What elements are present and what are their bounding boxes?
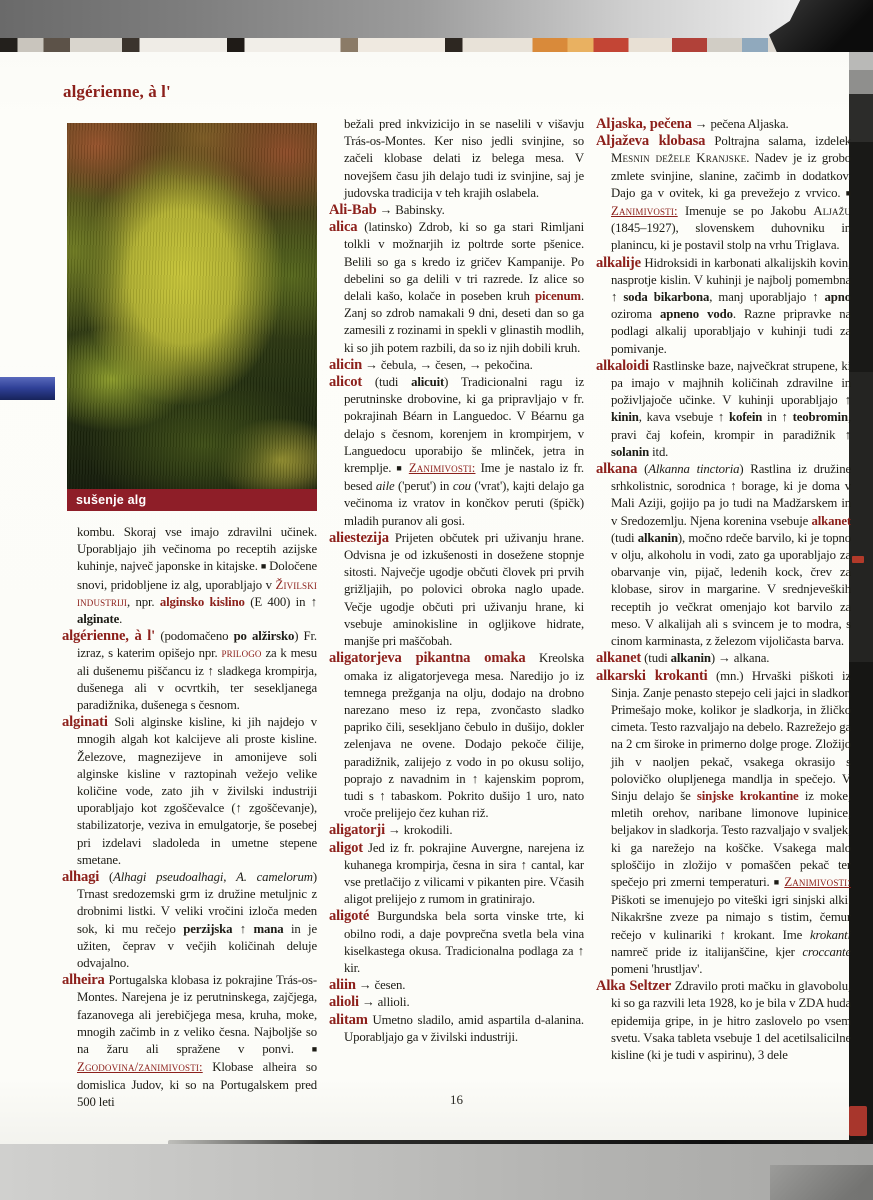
red-bold-term: picenum bbox=[535, 289, 581, 304]
entry-alkarski-krokanti: alkarski krokanti (mn.) Hrvaški piškoti iz Sinja. Zanje penasto stepejo celi jajci in sladkor. Primešajo moke, kolikor je sladkorja, in žličko cimeta. Testo razvaljajo na debelo. Razrežejo ga na 2 cm široke in primerno dolge proge. Zložijo jih v naoljen pekač, vsakega okrasijo s polovičko olupljenega mandlja in spečejo. V Sinju delajo še sinjske krokantine iz moke, mletih orehov, naribane limonove lupinice, beljakov in sladkorja. Testo razvaljajo v svaljek, ki ga narežejo na koščke. Vsakega malo sploščijo in zložijo v pomaščen pekač ter spečejo pri zmerni temperaturi. ■ Zanimivosti: Piškoti se imenujejo po viteški igri sinjski alki. Nikakršne zveze pa nimajo s tistim, čemur rečejo v kulinariki ↑ krokant. Ime krokanti namreč pride iz italijanščine, kjer croccante pomeni 'hrustljav'. bbox=[596, 667, 851, 976]
bold-text: perzijska bbox=[183, 921, 233, 936]
column-2 bbox=[329, 116, 584, 1130]
entry-alhagi: alhagi (Alhagi pseudoalhagi, A. camelorum) Trnast sredozemski grm iz družine metuljnic z drobnimi listki. V veliki vročini izloča meden sok, ki mu rečejo perzijska ↑ mana in je užiten, čeprav v večjih količinah deluje odvajalno. bbox=[62, 869, 317, 971]
section-bullet: ■ bbox=[396, 463, 404, 474]
section-bullet: ■ bbox=[845, 187, 851, 198]
headword: aligot bbox=[329, 839, 363, 856]
headword: alkanet bbox=[596, 650, 642, 667]
dictionary-columns bbox=[62, 116, 851, 1130]
bold-text: mana bbox=[253, 921, 284, 936]
page-edge-shadow bbox=[849, 52, 873, 1144]
entry-aligatorji: aligatorji → krokodili. bbox=[329, 822, 453, 839]
page-guide-word: algérienne, à l' bbox=[63, 82, 171, 101]
entry-alkana: alkana (Alkanna tinctoria) Rastlina iz družine srhkolistnic, sorodnica ↑ borage, ki je doma v Mali Aziji, gojijo pa jo tudi na Madžarskem in v Sredozemlju. Njena korenina vsebuje alkanet (tudi alkanin), močno rdeče barvilo, ki je topno v olju, alkoholu in vodi, zato ga uporabljajo za obarvanje vin, pijač, ledenih kock, črev za klobase, sirov in margarine. V srednjeveških receptih jo večkrat omenjajo kot barvilo za meso. V alkalijah ali s svincem je to modra, s cinom karminasta, z železom vijoličasta barva. bbox=[596, 461, 851, 649]
bold-text: alkanin bbox=[637, 530, 678, 545]
small-caps-name: Mesnin dežele Kranjske bbox=[611, 151, 747, 166]
bottom-corner-shadow bbox=[770, 1165, 873, 1200]
entry-alja-eva-klobasa: Aljaževa klobasa Poltrajna salama, izdelek Mesnin dežele Kranjske. Nadev je iz grobo zmlete svinjine, slanine, začimb in dodatkov. Dajo ga v ovitek, ki ga prevežejo z vrvico. ■ Zanimivosti: Imenuje se po Jakobu Aljažu (1845–1927), slovenskem duhovniku in planincu, ki je postavil stolp na vrhu Triglava. bbox=[596, 133, 851, 253]
red-bold-term: sinjske krokantine bbox=[696, 788, 799, 803]
red-page-edge-mark bbox=[852, 556, 864, 563]
entry-alheira: alheira Portugalska klobasa iz pokrajine Trás-os-Montes. Narejena je iz perutninskega, zajčjega, fazanovega ali jerebičjega mesa, kruha, moke, mnogih začimb in z veliko česna. Najboljše so na žaru ali spražene v ponvi. ■ Zgodovina/zanimivosti: Klobase alheira so domislica Judov, ki so na Portugalskem pred 500 leti bbox=[62, 972, 317, 1109]
section-label: Zanimivosti: bbox=[611, 204, 678, 219]
headword: aligatorjeva pikantna omaka bbox=[329, 650, 526, 667]
headword: aligatorji bbox=[329, 822, 385, 839]
headword: alkarski krokanti bbox=[596, 667, 708, 684]
column-3 bbox=[596, 116, 851, 1130]
algae-figure bbox=[67, 123, 317, 511]
headword: alitam bbox=[329, 1011, 368, 1028]
entry-alkalije: alkalije Hidroksidi in karbonati alkalijskih kovin, nasprotje kislin. V kuhinji je najbolj pomembna ↑ soda bikarbona, manj uporabljajo ↑ apno oziroma apneno vodo. Razne pripravke na podlagi alkalij uporabljajo v kuhinji tudi za pomivanje. bbox=[596, 254, 851, 356]
italic-text: Alhagi pseudoalhagi bbox=[113, 870, 224, 885]
italic-text: A. camelorum bbox=[236, 870, 313, 885]
red-bold-term: alginsko kislino bbox=[159, 594, 245, 609]
entry-continuation: bežali pred inkvizicijo in se naselili v višavju Trás-os-Montes. Ker niso jedli svinjine, so začeli klobase delati iz belega mesa. V novejšem času jih delajo tudi iz svinjine, saj je judovska tradicija v teh krajih oslabela. bbox=[344, 117, 584, 200]
headword: alheira bbox=[62, 972, 105, 989]
headword: algérienne, à l' bbox=[62, 628, 156, 645]
entry-alg-rienne-l: algérienne, à l' (podomačeno po alžirsko) Fr. izraz, s katerim opišejo npr. prilogo za k mesu ali dušenemu piščancu iz ↑ sladkega krompirja, dušenega ali v ocvrtkih, ter sesekljanega paradižnika, dušenega s česnom. bbox=[62, 628, 317, 713]
headword: Aljaževa klobasa bbox=[596, 133, 706, 150]
blue-bookmark-tab bbox=[0, 377, 55, 400]
red-page-edge-mark bbox=[849, 1106, 867, 1136]
red-bold-term: alkanet bbox=[811, 513, 851, 528]
bold-text: kinin bbox=[611, 410, 639, 425]
bold-text: apneno vodo bbox=[660, 307, 733, 322]
entry-alicin: alicin → čebula, → česen, → pekočina. bbox=[329, 356, 533, 373]
bold-text: teobromin bbox=[792, 410, 848, 425]
bold-text: soda bikarbona bbox=[623, 290, 710, 305]
small-caps-name: Aljažu bbox=[813, 204, 851, 219]
entry-alkanet: alkanet (tudi alkanin) → alkana. bbox=[596, 650, 770, 667]
section-bullet: ■ bbox=[311, 1044, 317, 1055]
entry-ali-bab: Ali-Bab → Babinsky. bbox=[329, 202, 445, 219]
bottom-scanner-area bbox=[0, 1144, 873, 1200]
cross-reference: Živilski industriji bbox=[77, 577, 317, 609]
headword: aliin bbox=[329, 977, 356, 994]
entry-alioli: alioli → allioli. bbox=[329, 994, 410, 1011]
headword: alginati bbox=[62, 714, 108, 731]
section-label: Zanimivosti: bbox=[408, 461, 476, 476]
bold-text: kofein bbox=[728, 410, 763, 425]
scanner-background bbox=[0, 0, 873, 38]
entry-alicot: alicot (tudi alicuit) Tradicionalni ragu iz perutninske drobovine, ki ga pripravljajo v fr. pokrajinah Béarn in Languedoc. V Béarnu ga delajo s česnom, korenjem in krompirjem, v Languedocu uporabijo še mlinček, jetra in kremplje. ■ Zanimivosti: Ime je nastalo iz fr. besed aile ('perut') in cou ('vrat'), kajti delajo ga večinoma iz vratov in končkov peruti (špičk) mladih puranov ali gosi. bbox=[329, 374, 584, 528]
section-label: Zgodovina/zanimivosti: bbox=[77, 1060, 203, 1075]
entry-aliin: aliin → česen. bbox=[329, 977, 406, 994]
entry-alkaloidi: alkaloidi Rastlinske baze, največkrat strupene, ki pa imajo v majhnih količinah zdravilne in poživljajoče učinke. V kuhinji uporabljajo ↑ kinin, kava vsebuje ↑ kofein in ↑ teobromin, pravi čaj kofein, krompir in paradižnik ↑ solanin itd. bbox=[596, 357, 851, 459]
entry-alitam: alitam Umetno sladilo, amid aspartila d-alanina. Uporabljajo ga v živilski industriji. bbox=[329, 1011, 584, 1044]
photo-caption: sušenje alg bbox=[67, 489, 317, 511]
headword: alhagi bbox=[62, 869, 100, 886]
section-label: Zanimivosti: bbox=[784, 874, 851, 889]
bold-text: alicuit bbox=[411, 375, 445, 390]
headword: Ali-Bab bbox=[329, 202, 377, 219]
italic-text: krokanti bbox=[810, 927, 851, 942]
bold-text: alkanin bbox=[670, 651, 711, 666]
entry-alka-seltzer: Alka Seltzer Zdravilo proti mačku in glavobolu, ki so ga razvili leta 1928, ko je bila v ZDA huda epidemija gripe, in je hitro zaslovelo po vsem svetu. Vsaka tableta vsebuje 1 del acetilsalicilne kisline (ki je tudi v aspirinu), 3 dele bbox=[596, 978, 851, 1062]
headword: alicin bbox=[329, 356, 363, 373]
entry-aliestezija: aliestezija Prijeten občutek pri uživanju hrane. Odvisna je od izkušenosti in dosežene stopnje sitosti. Največje ugodje občuti človek pri prvih grižljajih, po polovici obroka naglo upade. Večje ugodje občuti pri uživanju hrane, ki vsebuje aminokisline in ogljikove hidrate, manjše pri maščobah. bbox=[329, 529, 584, 649]
headword: Alka Seltzer bbox=[596, 978, 672, 995]
headword: alica bbox=[329, 219, 358, 236]
italic-text: Alkanna tinctoria bbox=[648, 462, 740, 477]
bold-text: apno bbox=[824, 290, 851, 305]
entry-alica: alica (latinsko) Zdrob, ki so ga stari Rimljani tolkli v možnarjih iz poltrde sorte pšenice. Belili so ga s kredo iz gričev Kampanije. Po debelini so ga delili v tri razrede. Iz alice so delali kašo, kolače in poseben kruh picenum. Zanj so zdrob namakali 9 dni, deseti dan so ga zamesili z rozinami in spekli v glinastih modlih, ki so jih potem razbili, da so iz njih dobili kruh. bbox=[329, 219, 584, 355]
headword: aliestezija bbox=[329, 529, 389, 546]
entry-alginati: alginati Soli alginske kisline, ki jih najdejo v mnogih algah kot kalcijeve ali proste kisline. Železove, magnezijeve in amonijeve soli alginske kisline v raztopinah vežejo velike količine vode, zato jih v živilski industriji uporabljajo kot zgoščevalce (↑ zgoščevanje), stabilizatorje, veziva in emulgatorje, še posebej pri izdelavi sladoleda in umetne stepene smetane. bbox=[62, 714, 317, 867]
headword: alkalije bbox=[596, 254, 641, 271]
bold-text: po alžirsko bbox=[233, 629, 295, 644]
headword: alicot bbox=[329, 374, 363, 391]
italic-text: aile bbox=[375, 479, 395, 494]
italic-text: croccante bbox=[802, 944, 851, 959]
entry-aligot: aligoté Burgundska bela sorta vinske trte, ki obilno rodi, a daje povprečna svetla bela vina kiselkastega okusa. Tradicionalna podlaga za ↑ kir. bbox=[329, 908, 584, 975]
section-bullet: ■ bbox=[773, 876, 781, 887]
column-1 bbox=[62, 116, 317, 1130]
headword: aligoté bbox=[329, 908, 370, 925]
entry-aligot: aligot Jed iz fr. pokrajine Auvergne, narejena iz kuhanega krompirja, česna in sira ↑ cantal, kar vse pretlačijo z vilicami v pikanten pire. Včasih aligot prelijejo z rumom in gratinirajo. bbox=[329, 839, 584, 907]
algae-photo bbox=[67, 123, 317, 489]
bold-text: solanin bbox=[611, 444, 650, 459]
headword: Aljaska, pečena bbox=[596, 116, 692, 132]
headword: alkaloidi bbox=[596, 357, 649, 374]
entry-continuation: kombu. Skoraj vse imajo zdravilni učinek. Uporabljajo jih večinoma po receptih azijske kuhinje, največ japonske in kitajske. ■ Določene snovi, pridobljene iz alg, uporabljajo v Živilski industriji, npr. alginsko kislino (E 400) in ↑ alginate. bbox=[77, 525, 317, 627]
entry-aljaska-pe-ena: Aljaska, pečena → pečena Aljaska. bbox=[596, 116, 789, 132]
bold-text: alginate bbox=[77, 612, 120, 627]
italic-text: cou bbox=[452, 479, 471, 494]
headword: alkana bbox=[596, 461, 638, 478]
section-bullet: ■ bbox=[260, 561, 267, 572]
cross-reference: prilogo bbox=[221, 646, 262, 661]
entry-aligatorjeva-pikantna-omaka: aligatorjeva pikantna omaka Kreolska omaka iz aligatorjevega mesa. Naredijo jo iz temnega prežganja na olju, dodajo na drobno narezano meso iz repa, zvončasto sladko papriko čili, sesekljano čebulo in dušijo, dokler zelenjava ne ovene. Dodajo pekoče čilije, paradižnik, zalijejo z vodo in po okusu solijo, poprajo z navadnim in ↑ kajenskim poprom, tudi s ↑ tabaskom. Pokrito dušijo 1 uro, nato vroče prelijejo čez kuhan riž. bbox=[329, 650, 584, 821]
headword: alioli bbox=[329, 994, 359, 1011]
page-number: 16 bbox=[450, 1092, 463, 1107]
